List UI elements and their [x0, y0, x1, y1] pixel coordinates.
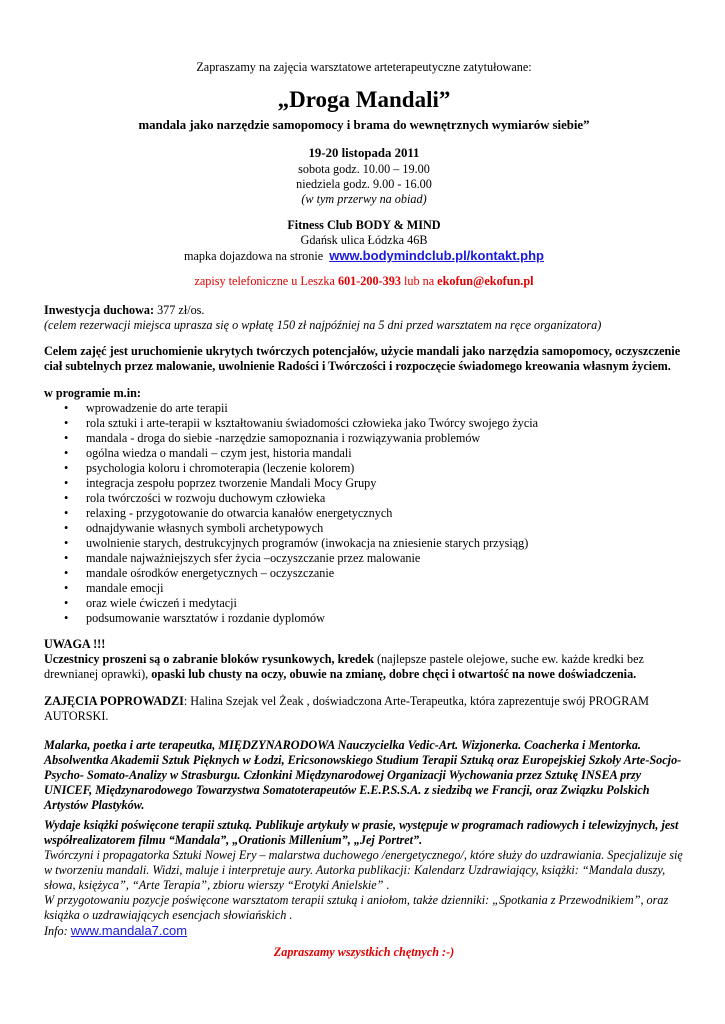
goal-paragraph: Celem zajęć jest uruchomienie ukrytych twórczych potencjałów, użycie mandali jako narzędzia samopomocy, oczyszczenie ciał subtelnych przez malowanie, uwolnienie Radości i Twórczości i rozpoczęcie świadomego kreowania własnym życiem. [44, 344, 681, 373]
warning-part2: (najlepsze pastele olejowe, suche ew. każde kredki bez drewnianej oprawki), [44, 652, 644, 681]
program-item [44, 401, 684, 416]
program-item-label: ogólna wiedza o mandali – czym jest, historia mandali [86, 446, 352, 460]
signup-line [44, 274, 684, 289]
program-item-label: rola sztuki i arte-terapii w kształtowaniu świadomości człowieka jako Twórcy swojego życia [86, 416, 539, 430]
program-item [44, 536, 684, 551]
signup-or: lub na [403, 274, 435, 288]
bullet-icon: • [64, 521, 69, 535]
books-line1: Twórczyni i propagatorka Sztuki Nowej Ery – malarstwa duchowego /energetycznego/, które służy do uzdrawiania. Specjalizuje się w tworzeniu mandali. Widzi, maluje i interpretuje aury. Autorka publikacji: Kalendarz Uzdrawiający, książki: “Mandala duszy, słowa, księżyca”, “Arte Terapia”, zbioru wierszy “Erotyki Anielskie” . [44, 848, 683, 892]
lunch-note: (w tym przerwy na obiad) [301, 192, 427, 206]
signup-text: zapisy telefoniczne u Leszka [194, 274, 335, 288]
bullet-icon: • [64, 416, 69, 430]
signup-email[interactable]: ekofun@ekofun.pl [437, 274, 534, 288]
intro-text: Zapraszamy na zajęcia warsztatowe arteterapeutyczne zatytułowane: [196, 60, 532, 74]
leader-label: ZAJĘCIA POPROWADZI [44, 694, 184, 708]
closing-line: Zapraszamy wszystkich chętnych :-) [273, 945, 455, 959]
title-block [44, 87, 684, 113]
map-text: mapka dojazdowa na stronie [184, 249, 324, 263]
program-item-label: rola twórczości w rozwoju duchowym człowieka [86, 491, 326, 505]
bullet-icon: • [64, 551, 69, 565]
program-item [44, 506, 684, 521]
bullet-icon: • [64, 581, 69, 595]
program-item-label: psychologia koloru i chromoterapia (leczenie kolorem) [86, 461, 355, 475]
program-item [44, 491, 684, 506]
program-item [44, 551, 684, 566]
program-item [44, 416, 684, 431]
program-item-label: odnajdywanie własnych symboli archetypowych [86, 521, 324, 535]
program-item-label: podsumowanie warsztatów i rozdanie dyplomów [86, 611, 325, 625]
program-item-label: wprowadzenie do arte terapii [86, 401, 228, 415]
intro-line [44, 60, 684, 75]
bullet-icon: • [64, 566, 69, 580]
investment-label: Inwestycja duchowa: [44, 303, 155, 317]
investment-value: 377 zł/os. [157, 303, 205, 317]
program-item-label: uwolnienie starych, destrukcyjnych programów (inwokacja na zniesienie starych przysiąg) [86, 536, 529, 550]
warning-part3: opaski lub chusty na oczy, obuwie na zmianę, dobre chęci i otwartość na nowe doświadczenia. [151, 667, 637, 681]
program-item [44, 461, 684, 476]
program-item-label: mandale ośrodków energetycznych – oczyszczanie [86, 566, 335, 580]
investment-line [44, 303, 684, 318]
map-link[interactable]: www.bodymindclub.pl/kontakt.php [329, 248, 544, 263]
sunday-hours: niedziela godz. 9.00 - 16.00 [296, 177, 432, 191]
bullet-icon: • [64, 506, 69, 520]
bullet-icon: • [64, 461, 69, 475]
info-label: Info: [44, 924, 71, 938]
program-item-label: oraz wiele ćwiczeń i medytacji [86, 596, 237, 610]
program-item [44, 431, 684, 446]
program-item-label: mandale najważniejszych sfer życia –oczyszczanie przez malowanie [86, 551, 421, 565]
leader-paragraph [44, 694, 684, 724]
warning-heading: UWAGA !!! [44, 637, 106, 651]
books-section [44, 818, 684, 939]
info-link[interactable]: www.mandala7.com [70, 923, 188, 938]
program-item-label: relaxing - przygotowanie do otwarcia kanałów energetycznych [86, 506, 393, 520]
program-item [44, 566, 684, 581]
program-heading: w programie m.in: [44, 386, 141, 400]
subtitle: mandala jako narzędzie samopomocy i brama do wewnętrznych wymiarów siebie” [138, 118, 590, 132]
bullet-icon: • [64, 476, 69, 490]
info-line [44, 923, 684, 939]
event-dates: 19-20 listopada 2011 [308, 146, 420, 160]
warning-part1: Uczestnicy proszeni są o zabranie bloków rysunkowych, kredek [44, 652, 374, 666]
bullet-icon: • [64, 596, 69, 610]
program-item-label: integracja zespołu poprzez tworzenie Mandali Mocy Grupy [86, 476, 377, 490]
bullet-icon: • [64, 431, 69, 445]
program-item [44, 581, 684, 596]
program-list [44, 401, 684, 626]
program-item [44, 611, 684, 626]
map-line [44, 248, 684, 264]
program-item [44, 521, 684, 536]
signup-phone: 601-200-393 [337, 274, 401, 288]
bullet-icon: • [64, 401, 69, 415]
investment-note: (celem rezerwacji miejsca uprasza się o wpłatę 150 zł najpóźniej na 5 dni przed warsztatem na ręce organizatora) [44, 318, 602, 332]
saturday-hours: sobota godz. 10.00 – 19.00 [298, 162, 430, 176]
books-line2: W przygotowaniu pozycje poświęcone warsztatom terapii sztuką i aniołom, także dzienniki: „Spotkania z Przewodnikiem”, oraz książka o uzdrawiających esencjach słowiańskich . [44, 893, 669, 922]
program-item [44, 596, 684, 611]
bullet-icon: • [64, 446, 69, 460]
bullet-icon: • [64, 536, 69, 550]
warning-paragraph [44, 652, 684, 682]
leader-text: : Halina Szejak vel Żeak , doświadczona Arte-Terapeutka, która zaprezentuje swój PROGRAM AUTORSKI. [44, 694, 650, 723]
bullet-icon: • [64, 611, 69, 625]
venue-name: Fitness Club BODY & MIND [287, 218, 441, 232]
venue-address: Gdańsk ulica Łódzka 46B [300, 233, 428, 247]
program-item [44, 476, 684, 491]
program-item-label: mandala - droga do siebie -narzędzie samopoznania i rozwiązywania problemów [86, 431, 481, 445]
page-title: „Droga Mandali” [277, 87, 451, 112]
bio-paragraph: Malarka, poetka i arte terapeutka, MIĘDZYNARODOWA Nauczycielka Vedic-Art. Wizjonerka. Coacherka i Mentorka. Absolwentka Akademii Sztuk Pięknych w Łodzi, Ericsonowskiego Studium Terapii Sztuką oraz Europejskiej Szkoły Arte-Socjo- Psycho- Somato-Analizy w Strasburgu. Członkini Międzynarodowej Organizacji Wychowania przez Sztukę INSEA przy UNICEF, Międzynarodowego Towarzystwa Somatoterapeutów E.E.P.S.S.A. z siedzibą we Francji, oraz Związku Polskich Artystów Plastyków. [44, 738, 682, 812]
program-item-label: mandale emocji [86, 581, 164, 595]
program-item [44, 446, 684, 461]
bullet-icon: • [64, 491, 69, 505]
books-bold: Wydaje książki poświęcone terapii sztuką. Publikuje artykuły w prasie, występuje w programach radiowych i telewizyjnych, jest współrealizatorem filmu “Mandala”, „Orationis Millenium”, „Jej Portret”. [44, 818, 679, 847]
